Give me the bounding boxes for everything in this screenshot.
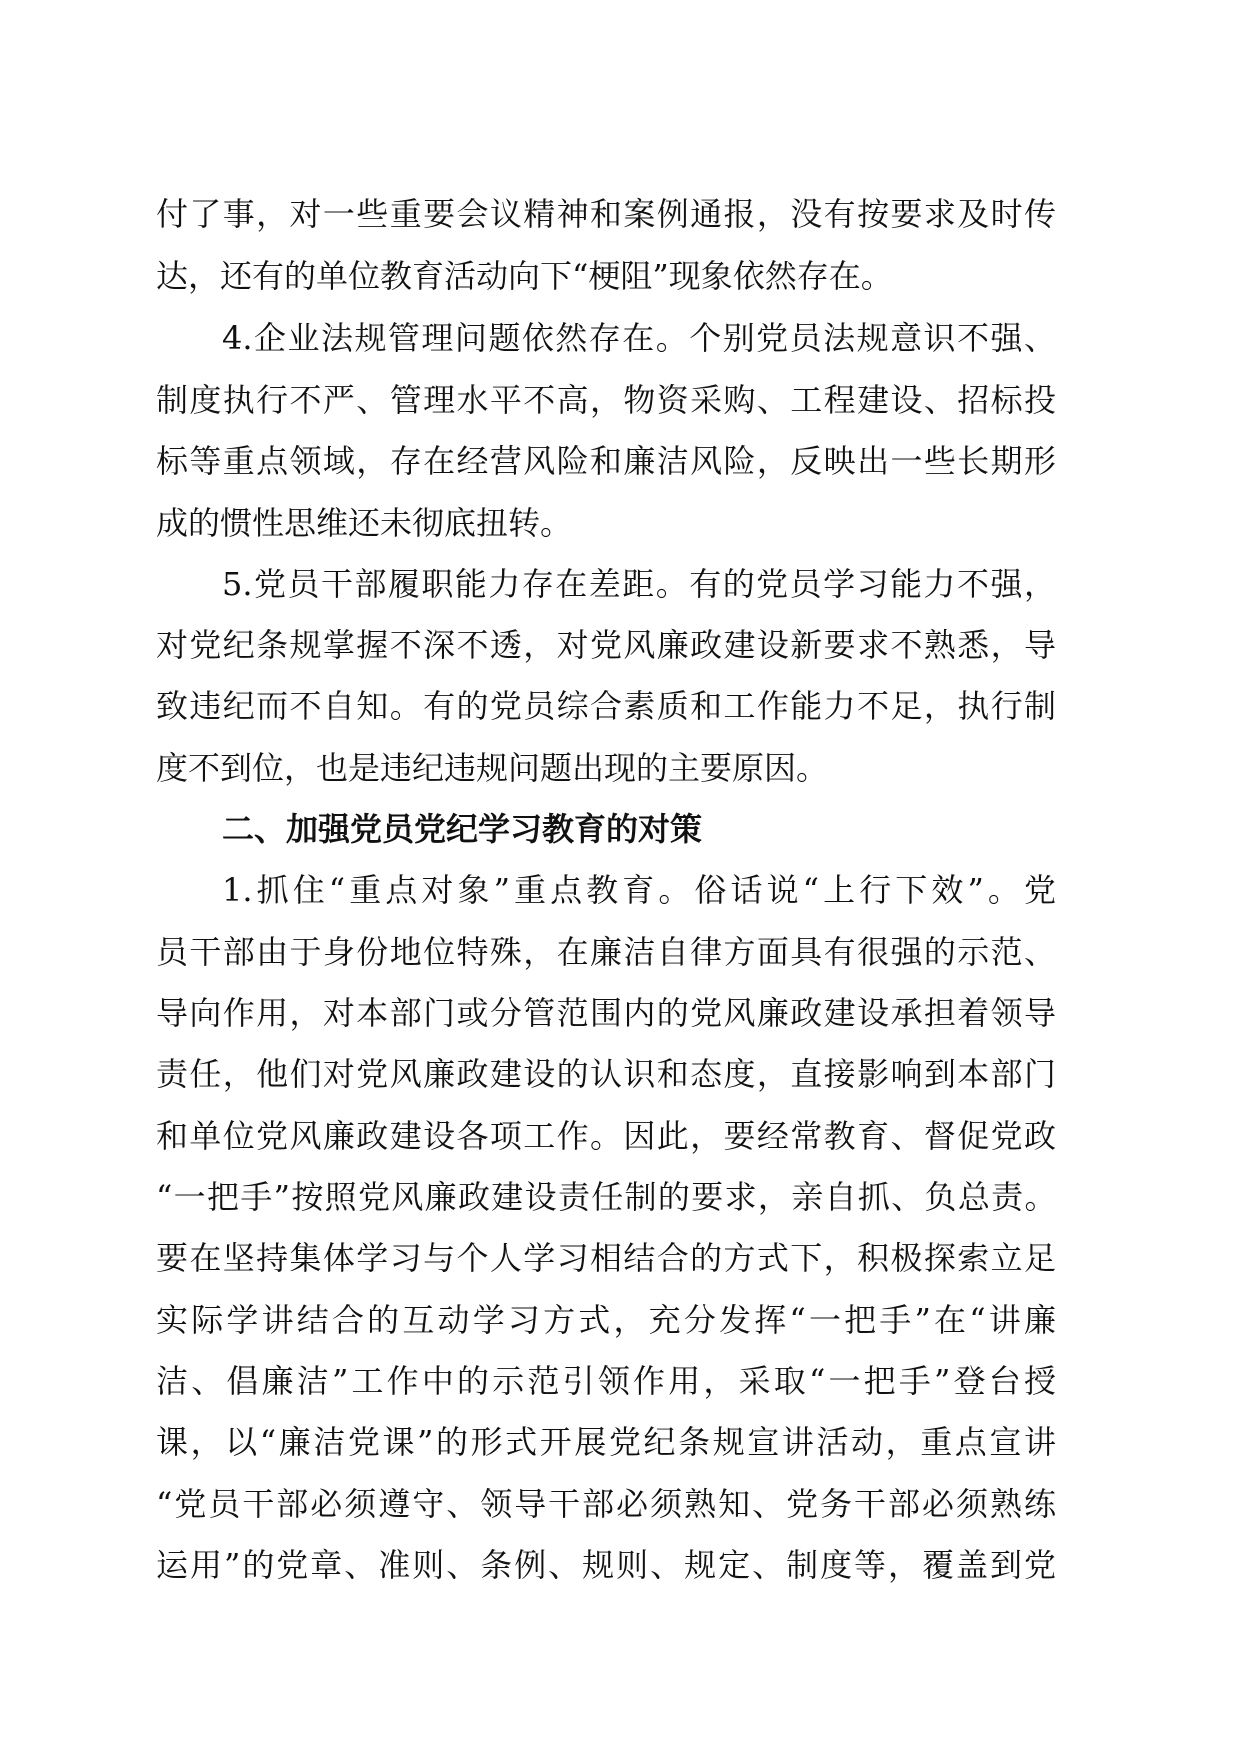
body-line: 员干部由于身份地位特殊，在廉洁自律方面具有很强的示范、 (156, 933, 1056, 971)
body-line: 课，以“廉洁党课”的形式开展党纪条规宣讲活动，重点宣讲 (156, 1423, 1056, 1461)
body-line: 责任，他们对党风廉政建设的认识和态度，直接影响到本部门 (156, 1055, 1056, 1093)
body-line: 要在坚持集体学习与个人学习相结合的方式下，积极探索立足 (156, 1239, 1056, 1277)
paragraph-first-line: 4.企业法规管理问题依然存在。个别党员法规意识不强、 (222, 319, 1056, 357)
body-line: 成的惯性思维还未彻底扭转。 (156, 504, 573, 542)
body-line: 标等重点领域，存在经营风险和廉洁风险，反映出一些长期形 (156, 442, 1056, 480)
section-heading: 二、加强党员党纪学习教育的对策 (222, 810, 703, 848)
body-line: 达，还有的单位教育活动向下“梗阻”现象依然存在。 (156, 257, 893, 295)
body-line: 制度执行不严、管理水平不高，物资采购、工程建设、招标投 (156, 381, 1056, 419)
paragraph-first-line: 5.党员干部履职能力存在差距。有的党员学习能力不强， (222, 565, 1056, 603)
body-line: 致违纪而不自知。有的党员综合素质和工作能力不足，执行制 (156, 687, 1056, 725)
body-line: 付了事，对一些重要会议精神和案例通报，没有按要求及时传 (156, 195, 1056, 233)
paragraph-first-line: 1.抓住“重点对象”重点教育。俗话说“上行下效”。党 (222, 871, 1056, 909)
body-line: 度不到位，也是违纪违规问题出现的主要原因。 (156, 749, 829, 787)
body-line: 实际学讲结合的互动学习方式，充分发挥“一把手”在“讲廉 (156, 1301, 1056, 1339)
body-line: 和单位党风廉政建设各项工作。因此，要经常教育、督促党政 (156, 1117, 1056, 1155)
body-line: 运用”的党章、准则、条例、规则、规定、制度等，覆盖到党 (156, 1546, 1056, 1584)
body-line: 对党纪条规掌握不深不透，对党风廉政建设新要求不熟悉，导 (156, 626, 1056, 664)
body-line: “党员干部必须遵守、领导干部必须熟知、党务干部必须熟练 (156, 1485, 1056, 1523)
body-line: 导向作用，对本部门或分管范围内的党风廉政建设承担着领导 (156, 994, 1056, 1032)
body-line: 洁、倡廉洁”工作中的示范引领作用，采取“一把手”登台授 (156, 1362, 1056, 1400)
body-line: “一把手”按照党风廉政建设责任制的要求，亲自抓、负总责。 (156, 1178, 1056, 1216)
